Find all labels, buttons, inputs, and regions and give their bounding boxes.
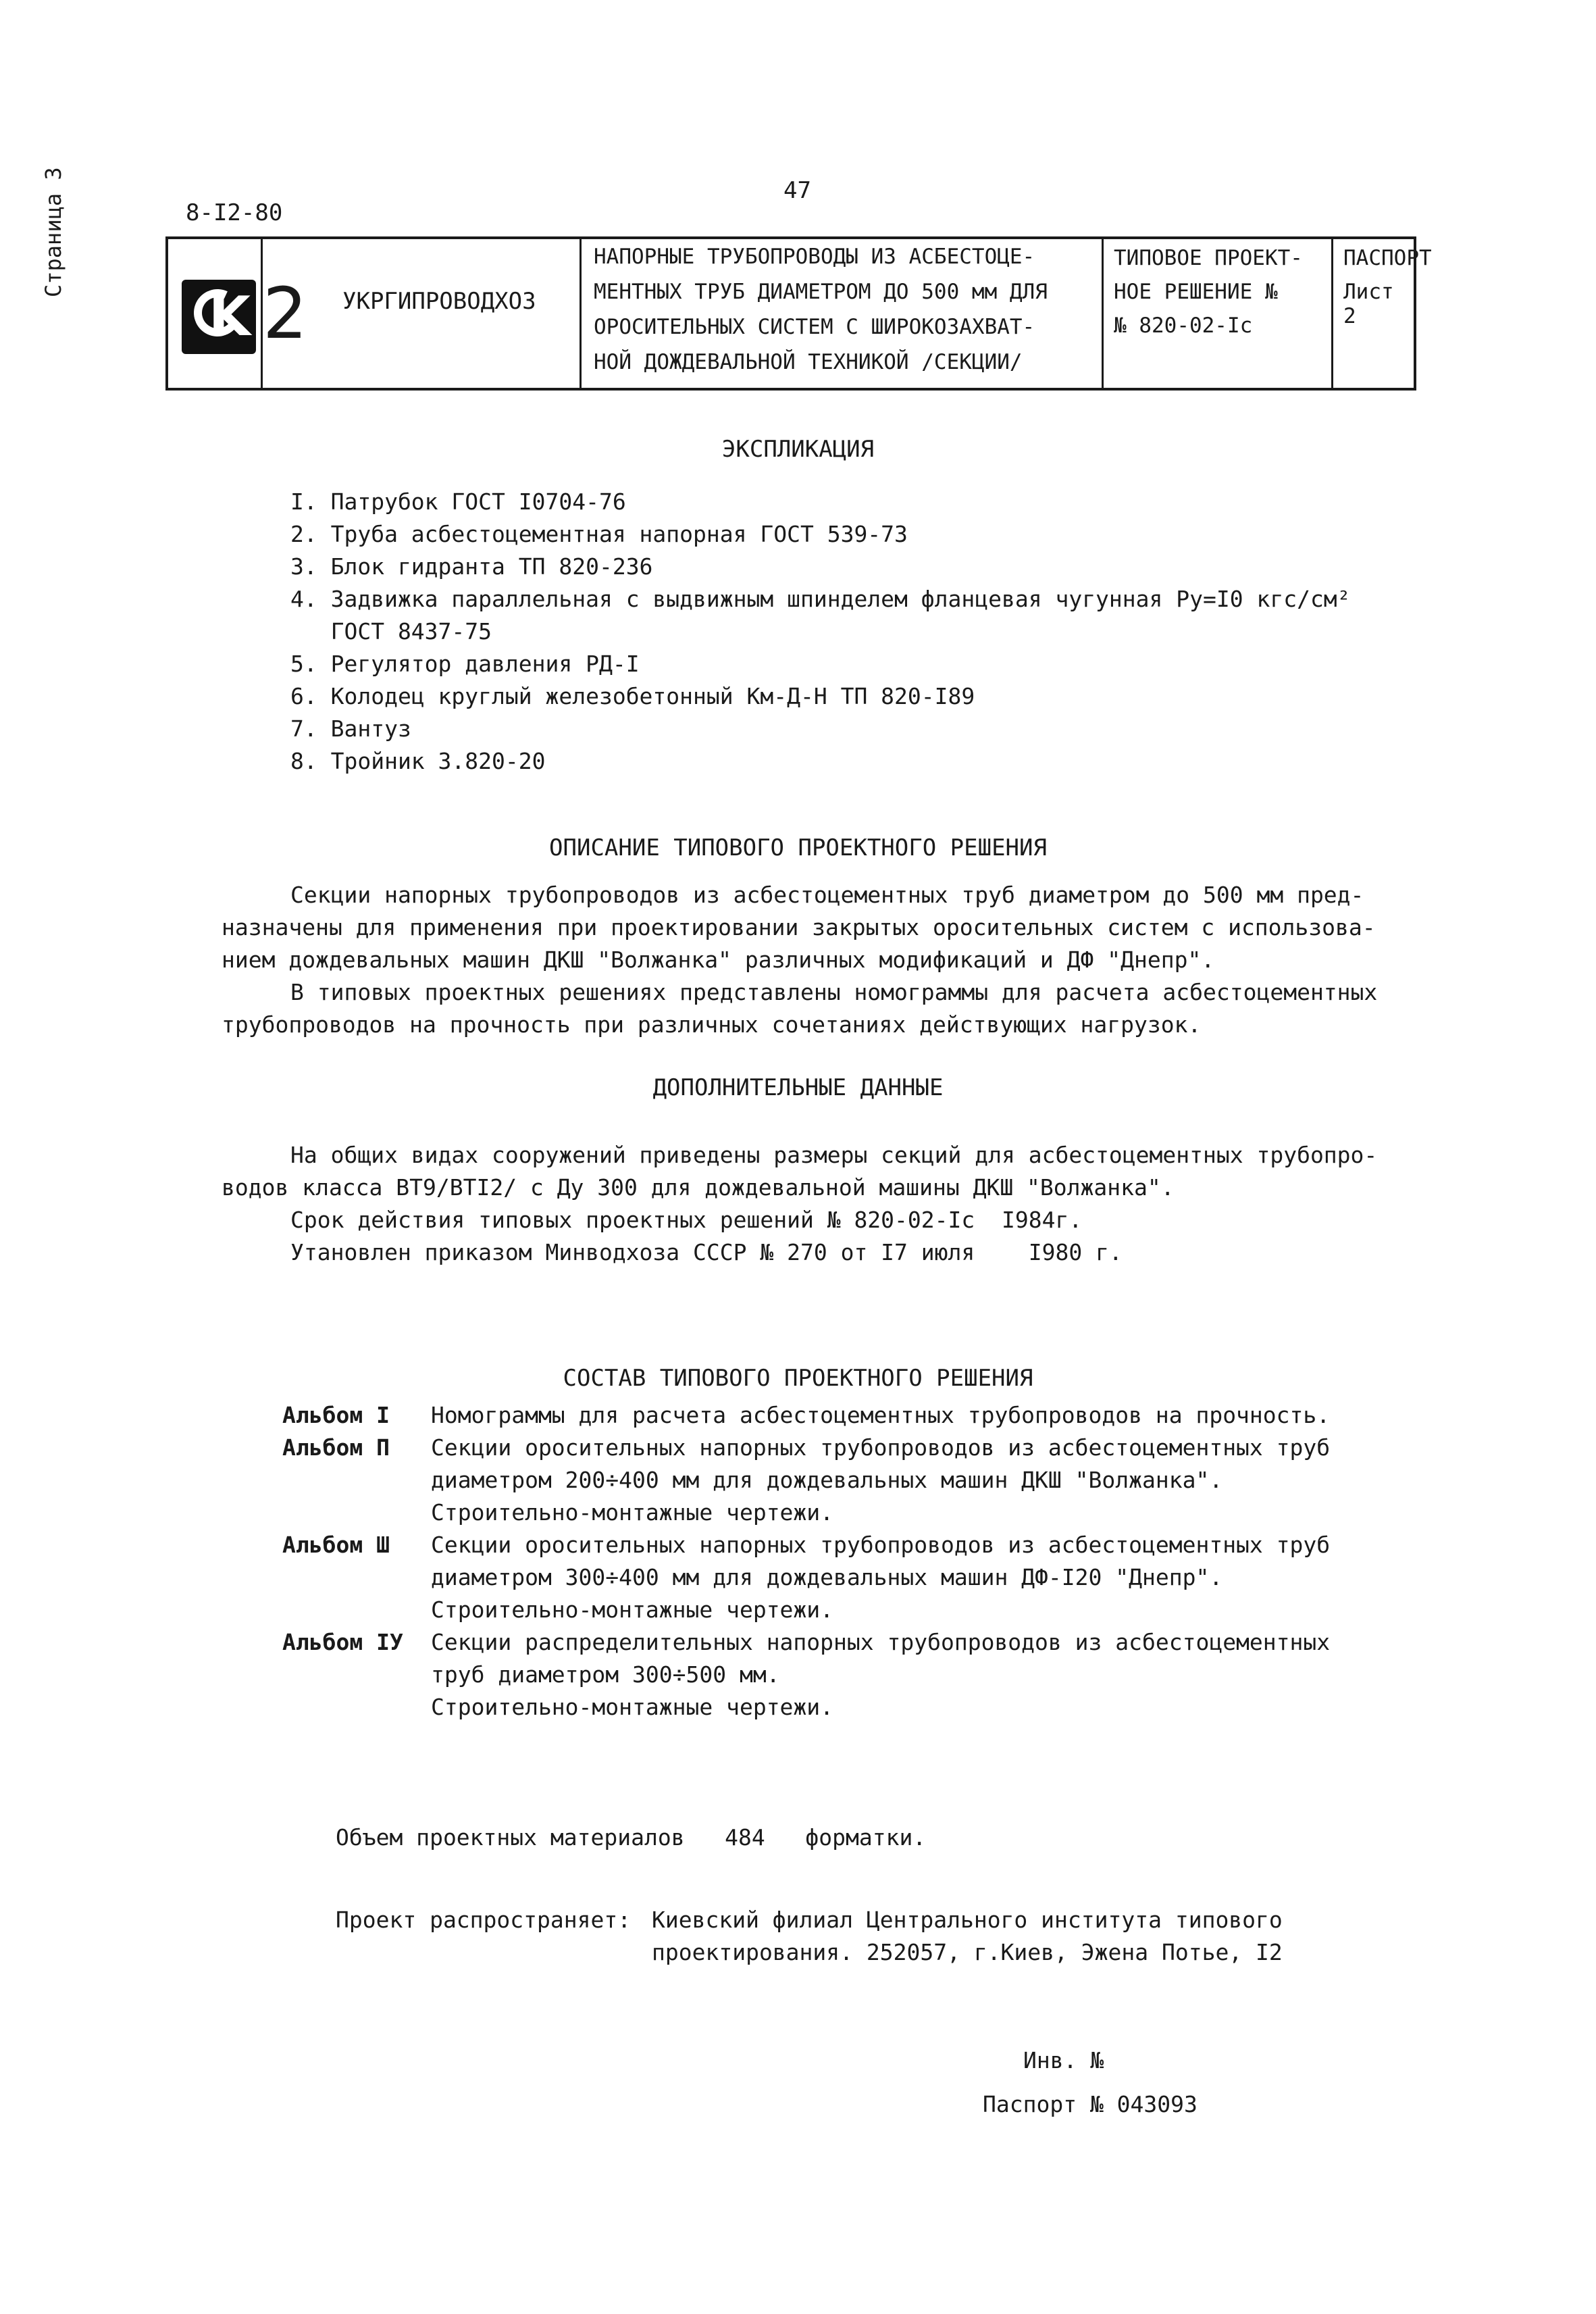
album-line: диаметром 300÷400 мм для дождевальных машин ДФ-I20 "Днепр". [431,1564,1223,1590]
explication-item: 6. Колодец круглый железобетонный Км-Д-Н ТП 820-I89 [290,683,975,709]
explication-item: ГОСТ 8437-75 [290,618,492,645]
explication-item: 7. Вантуз [290,715,411,742]
explication-heading: ЭКСПЛИКАЦИЯ [721,436,875,463]
distributor-line: Киевский филиал Центрального института типового [652,1907,1283,1933]
album-line: Строительно-монтажные чертежи. [431,1499,834,1526]
title-line: ОРОСИТЕЛЬНЫХ СИСТЕМ С ШИРОКОЗАХВАТ- [594,315,1035,339]
type-line: № 820-02-Iс [1114,313,1253,338]
logo-number: 2 [263,272,308,355]
inventory-line: Инв. № [1023,2047,1104,2073]
page-number: 47 [783,177,811,204]
description-line: нием дождевальных машин ДКШ "Волжанка" различных модификаций и ДФ "Днепр". [222,947,1215,973]
additional-line: водов класса ВТ9/ВТI2/ с Ду 300 для дождевальной машины ДКШ "Волжанка". [222,1174,1175,1201]
passport-number-line: Паспорт № 043093 [983,2091,1198,2117]
description-line: В типовых проектных решениях представлены номограммы для расчета асбестоцементных [290,979,1378,1005]
album-line: Секции распределительных напорных трубопроводов из асбестоцементных [431,1629,1331,1655]
explication-item: 8. Тройник 3.820-20 [290,748,546,774]
distributor-label: Проект распространяет: [336,1907,632,1933]
album-label: Альбом IУ [282,1629,403,1655]
title-block [165,236,1432,391]
album-label: Альбом I [282,1402,390,1428]
distributor-line: проектирования. 252057, г.Киев, Эжена Потье, I2 [652,1939,1283,1965]
additional-line: Утановлен приказом Минводхоза СССР № 270 от I7 июля I980 г. [290,1239,1123,1265]
album-line: Номограммы для расчета асбестоцементных трубопроводов на прочность. [431,1402,1331,1428]
composition-heading: СОСТАВ ТИПОВОГО ПРОЕКТНОГО РЕШЕНИЯ [563,1365,1033,1392]
album-line: Секции оросительных напорных трубопроводов из асбестоцементных труб [431,1532,1331,1558]
description-line: Секции напорных трубопроводов из асбестоцементных труб диаметром до 500 мм пред- [290,882,1364,908]
additional-line: На общих видах сооружений приведены размеры секций для асбестоцементных трубопро- [290,1142,1378,1168]
title-line: НАПОРНЫЕ ТРУБОПРОВОДЫ ИЗ АСБЕСТОЦЕ- [594,245,1035,269]
explication-item: 4. Задвижка параллельная с выдвижным шпинделем фланцевая чугунная Ру=I0 кгс/см² [290,586,1351,612]
type-line: ТИПОВОЕ ПРОЕКТ- [1114,246,1303,270]
additional-heading: ДОПОЛНИТЕЛЬНЫЕ ДАННЫЕ [652,1074,944,1101]
organization-name: УКРГИПРОВОДХОЗ [342,288,536,315]
passport-label: ПАСПОРТ [1343,246,1432,270]
sheet-label: Лист 2 [1343,280,1394,328]
explication-item: 2. Труба асбестоцементная напорная ГОСТ 539-73 [290,521,908,547]
explication-item: 5. Регулятор давления РД-I [290,651,640,677]
album-line: Строительно-монтажные чертежи. [431,1694,834,1720]
album-label: Альбом Ш [282,1532,390,1558]
album-line: Строительно-монтажные чертежи. [431,1596,834,1623]
logo-icon: K [182,280,256,354]
title-line: НОЙ ДОЖДЕВАЛЬНОЙ ТЕХНИКОЙ /СЕКЦИИ/ [594,350,1023,374]
description-line: трубопроводов на прочность при различных сочетаниях действующих нагрузок. [222,1011,1202,1038]
additional-line: Срок действия типовых проектных решений № 820-02-Iс I984г. [290,1207,1083,1233]
album-line: труб диаметром 300÷500 мм. [431,1661,780,1688]
type-line: НОЕ РЕШЕНИЕ № [1114,280,1278,304]
description-line: назначены для применения при проектировании закрытых оросительных систем с использова- [222,914,1376,940]
document-code: 8-I2-80 [186,199,283,226]
album-label: Альбом П [282,1434,390,1461]
album-line: Секции оросительных напорных трубопроводов из асбестоцементных труб [431,1434,1331,1461]
explication-item: 3. Блок гидранта ТП 820-236 [290,553,653,580]
volume-line: Объем проектных материалов 484 форматки. [336,1824,927,1851]
title-line: МЕНТНЫХ ТРУБ ДИАМЕТРОМ ДО 500 мм ДЛЯ [594,280,1048,304]
description-heading: ОПИСАНИЕ ТИПОВОГО ПРОЕКТНОГО РЕШЕНИЯ [549,834,1047,861]
side-page-label: Страница 3 [41,167,66,297]
album-line: диаметром 200÷400 мм для дождевальных машин ДКШ "Волжанка". [431,1467,1223,1493]
explication-item: I. Патрубок ГОСТ I0704-76 [290,488,626,515]
